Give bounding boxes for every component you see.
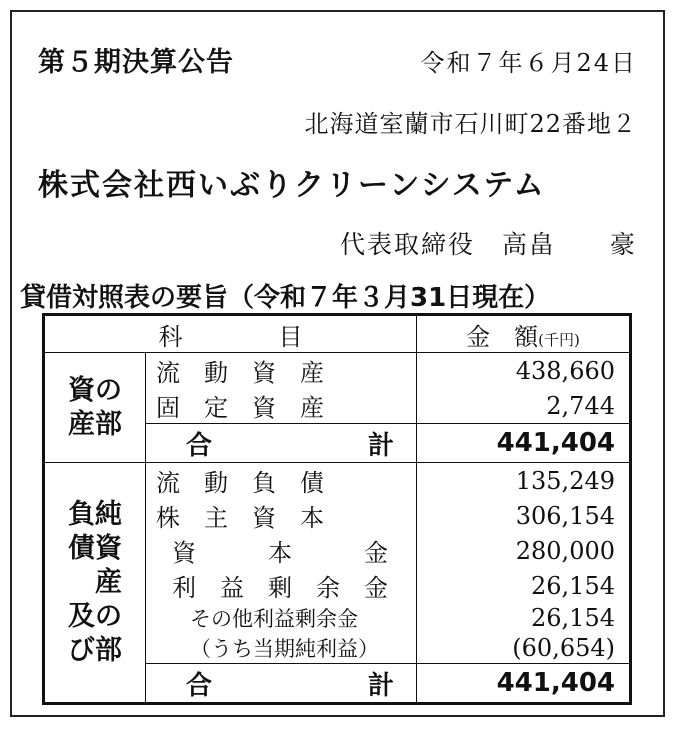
table-header-row	[44, 315, 631, 353]
row-label: （うち当期純利益）	[146, 633, 417, 664]
row-label: 株 主 資 本	[146, 498, 417, 533]
assets-section-label	[44, 353, 146, 463]
liab-label-line: 債資	[68, 532, 122, 564]
row-value: 306,154	[417, 498, 631, 533]
assets-label-line2: 産部	[68, 408, 122, 440]
row-value: 438,660	[417, 353, 631, 389]
company-address: 北海道室蘭市石川町22番地２	[304, 110, 637, 138]
row-label: 流 動 資 産	[146, 353, 417, 389]
liab-label-line: 負純	[68, 498, 122, 530]
representative: 代表取締役 高畠 豪	[339, 230, 637, 259]
assets-label-line1: 資の	[68, 374, 122, 406]
balance-sheet-table	[42, 313, 632, 705]
row-value: 135,249	[417, 463, 631, 499]
header-amount	[417, 315, 631, 353]
liabilities-section-label	[44, 463, 146, 704]
table-row	[44, 353, 631, 389]
statement-title: 貸借対照表の要旨（令和７年３月31日現在）	[20, 283, 551, 313]
row-label: その他利益剰余金	[146, 603, 417, 633]
row-value: 280,000	[417, 533, 631, 568]
assets-total-label: 合 計	[146, 424, 417, 463]
row-value: 26,154	[417, 568, 631, 603]
header-amount-label: 金 額	[466, 322, 539, 351]
liab-label-line: 産	[68, 566, 122, 598]
row-label: 流 動 負 債	[146, 463, 417, 499]
table-row	[44, 463, 631, 499]
row-label: 資 本 金	[146, 533, 417, 568]
row-label: 固 定 資 産	[146, 388, 417, 424]
header-subject: 科 目	[44, 315, 417, 353]
row-value: 2,744	[417, 388, 631, 424]
liab-label-line: 及の	[68, 600, 122, 632]
assets-total-value: 441,404	[417, 424, 631, 463]
company-name: 株式会社西いぶりクリーンシステム	[38, 168, 546, 203]
row-value: (60,654)	[417, 633, 631, 664]
notice-date: 令和７年６月24日	[420, 49, 637, 77]
header-unit: (千円)	[538, 330, 580, 349]
liabilities-total-value: 441,404	[417, 664, 631, 704]
liab-label-line: び部	[68, 634, 122, 666]
row-value: 26,154	[417, 603, 631, 633]
notice-title: 第５期決算公告	[38, 47, 234, 78]
row-label: 利 益 剰 余 金	[146, 568, 417, 603]
liabilities-total-label: 合 計	[146, 664, 417, 704]
